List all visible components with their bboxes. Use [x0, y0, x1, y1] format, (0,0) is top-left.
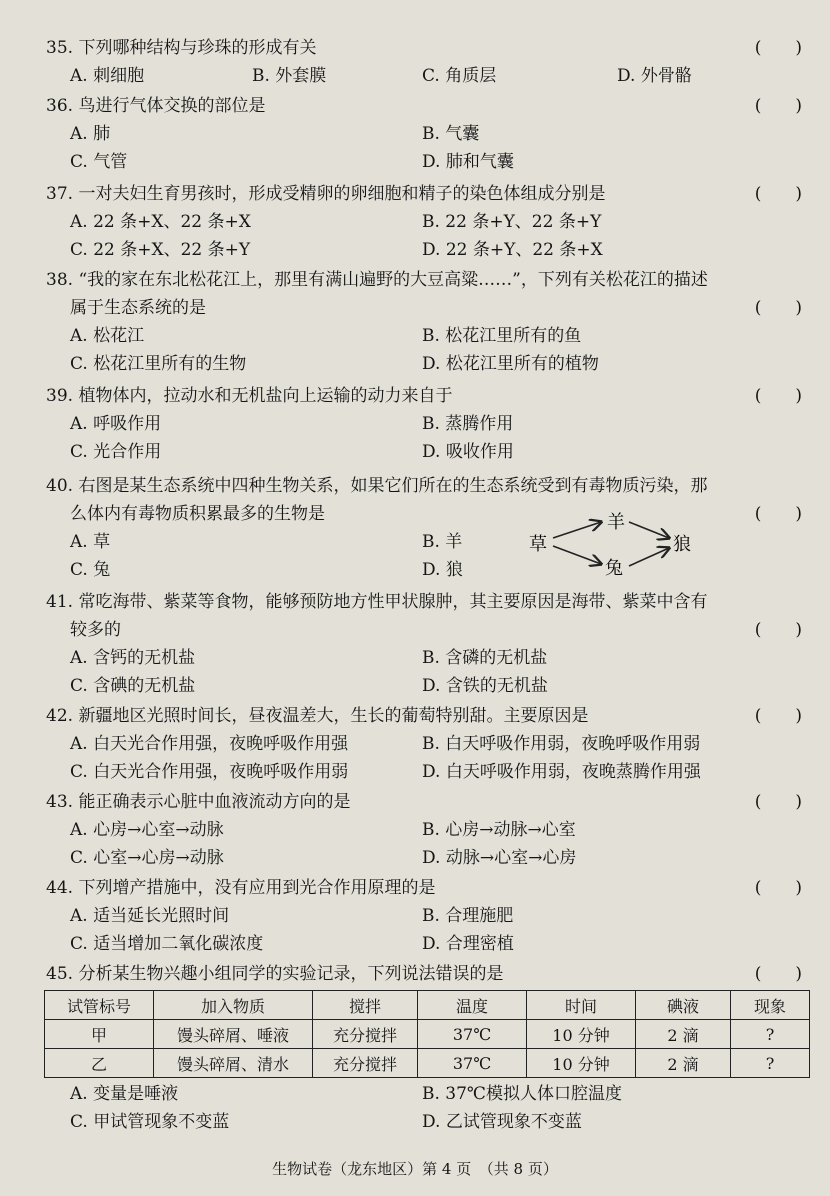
table-row [45, 1049, 810, 1078]
question-stem: 35. 下列哪种结构与珍珠的形成有关 [46, 38, 317, 58]
table-cell: 10 分钟 [527, 1049, 636, 1078]
option-b: B. 含磷的无机盐 [422, 648, 548, 668]
question-36 [46, 92, 802, 176]
answer-paren: ( ) [754, 504, 802, 524]
question-stem: 40. 右图是某生态系统中四种生物关系，如果它们所在的生态系统受到有毒物质污染，那 [46, 476, 708, 496]
arrow-grass-sheep [553, 522, 601, 538]
table-cell: 10 分钟 [527, 1020, 636, 1049]
option-a: A. 肺 [70, 124, 111, 144]
table-cell: 2 滴 [636, 1020, 731, 1049]
question-stem-continued: 较多的 [70, 620, 121, 640]
option-c: C. 气管 [70, 152, 128, 172]
table-header-cell: 搅拌 [313, 991, 418, 1020]
arrow-grass-rabbit [553, 546, 601, 564]
option-a: A. 含钙的无机盐 [70, 648, 196, 668]
option-c: C. 松花江里所有的生物 [70, 354, 247, 374]
answer-paren: ( ) [754, 620, 802, 640]
option-d: D. 含铁的无机盐 [422, 676, 548, 696]
option-a: A. 松花江 [70, 326, 145, 346]
question-44 [46, 874, 802, 958]
question-stem: 41. 常吃海带、紫菜等食物，能够预防地方性甲状腺肿，其主要原因是海带、紫菜中含有 [46, 592, 708, 612]
table-cell: 馒头碎屑、唾液 [154, 1020, 313, 1049]
option-a: A. 呼吸作用 [70, 414, 162, 434]
option-d: D. 吸收作用 [422, 442, 514, 462]
table-header-cell: 温度 [418, 991, 527, 1020]
table-header-row [45, 991, 810, 1020]
option-b: B. 气囊 [422, 124, 480, 144]
option-c: C. 心室→心房→动脉 [70, 848, 224, 868]
table-cell: 37℃ [418, 1049, 527, 1078]
question-45 [46, 960, 802, 988]
question-39 [46, 382, 802, 466]
table-cell: 甲 [45, 1020, 154, 1049]
question-stem-continued: 么体内有毒物质积累最多的生物是 [70, 504, 325, 524]
question-37 [46, 180, 802, 264]
answer-paren: ( ) [754, 706, 802, 726]
page-footer: 生物试卷（龙东地区）第 4 页 （共 8 页） [272, 1160, 558, 1178]
question-stem: 42. 新疆地区光照时间长，昼夜温差大，生长的葡萄特别甜。主要原因是 [46, 706, 589, 726]
answer-paren: ( ) [754, 96, 802, 116]
answer-paren: ( ) [754, 184, 802, 204]
question-stem: 38. “我的家在东北松花江上，那里有满山遍野的大豆高粱……”，下列有关松花江的描述 [46, 270, 708, 290]
table-cell: 乙 [45, 1049, 154, 1078]
option-a: A. 22 条+X、22 条+X [70, 212, 251, 232]
answer-paren: ( ) [754, 878, 802, 898]
food-web-diagram [525, 508, 705, 584]
option-d: D. 动脉→心室→心房 [422, 848, 577, 868]
option-d: D. 白天呼吸作用弱，夜晚蒸腾作用强 [422, 762, 701, 782]
option-b: B. 22 条+Y、22 条+Y [422, 212, 602, 232]
option-d: D. 松花江里所有的植物 [422, 354, 599, 374]
option-a: A. 变量是唾液 [70, 1084, 179, 1104]
food-web-wolf: 狼 [673, 534, 691, 555]
option-a: A. 适当延长光照时间 [70, 906, 230, 926]
answer-paren: ( ) [754, 386, 802, 406]
option-c: C. 甲试管现象不变蓝 [70, 1112, 230, 1132]
food-web-rabbit: 兔 [605, 558, 623, 579]
option-d: D. 22 条+Y、22 条+X [422, 240, 603, 260]
question-stem: 39. 植物体内，拉动水和无机盐向上运输的动力来自于 [46, 386, 453, 406]
table-cell: ? [731, 1049, 810, 1078]
option-d: D. 肺和气囊 [422, 152, 514, 172]
option-a: A. 心房→心室→动脉 [70, 820, 224, 840]
answer-paren: ( ) [754, 38, 802, 58]
question-45-options [46, 1080, 802, 1136]
question-43 [46, 788, 802, 872]
experiment-table [44, 990, 810, 1078]
table-cell: 37℃ [418, 1020, 527, 1049]
question-42 [46, 702, 802, 786]
option-b: B. 蒸腾作用 [422, 414, 514, 434]
option-b: B. 羊 [422, 532, 463, 552]
question-38 [46, 266, 802, 378]
table-header-cell: 加入物质 [154, 991, 313, 1020]
option-d: D. 乙试管现象不变蓝 [422, 1112, 582, 1132]
option-b: B. 心房→动脉→心室 [422, 820, 576, 840]
option-c: C. 兔 [70, 560, 111, 580]
question-stem: 45. 分析某生物兴趣小组同学的实验记录，下列说法错误的是 [46, 964, 504, 984]
option-c: C. 白天光合作用强，夜晚呼吸作用弱 [70, 762, 349, 782]
table-cell: 2 滴 [636, 1049, 731, 1078]
option-c: C. 光合作用 [70, 442, 162, 462]
option-b: B. 白天呼吸作用弱，夜晚呼吸作用弱 [422, 734, 701, 754]
option-c: C. 角质层 [422, 66, 497, 86]
option-a: A. 刺细胞 [70, 66, 145, 86]
question-stem: 37. 一对夫妇生育男孩时，形成受精卵的卵细胞和精子的染色体组成分别是 [46, 184, 606, 204]
option-b: B. 合理施肥 [422, 906, 514, 926]
option-b: B. 外套膜 [252, 66, 327, 86]
option-c: C. 22 条+X、22 条+Y [70, 240, 251, 260]
food-web-sheep: 羊 [607, 512, 625, 533]
option-a: A. 白天光合作用强，夜晚呼吸作用强 [70, 734, 349, 754]
option-d: D. 狼 [422, 560, 463, 580]
option-c: C. 适当增加二氧化碳浓度 [70, 934, 264, 954]
table-header-cell: 碘液 [636, 991, 731, 1020]
table-cell: ? [731, 1020, 810, 1049]
table-header-cell: 时间 [527, 991, 636, 1020]
option-b: B. 37℃模拟人体口腔温度 [422, 1084, 622, 1104]
option-d: D. 外骨骼 [617, 66, 692, 86]
answer-paren: ( ) [754, 298, 802, 318]
table-row [45, 1020, 810, 1049]
answer-paren: ( ) [754, 792, 802, 812]
question-stem-continued: 属于生态系统的是 [70, 298, 206, 318]
option-c: C. 含碘的无机盐 [70, 676, 196, 696]
arrow-rabbit-wolf [629, 548, 669, 566]
food-web-grass: 草 [529, 534, 547, 555]
option-b: B. 松花江里所有的鱼 [422, 326, 582, 346]
arrow-sheep-wolf [629, 522, 669, 538]
question-stem: 44. 下列增产措施中，没有应用到光合作用原理的是 [46, 878, 436, 898]
question-35 [46, 34, 802, 90]
option-a: A. 草 [70, 532, 111, 552]
table-cell: 充分搅拌 [313, 1049, 418, 1078]
table-header-cell: 试管标号 [45, 991, 154, 1020]
option-d: D. 合理密植 [422, 934, 514, 954]
question-stem: 36. 鸟进行气体交换的部位是 [46, 96, 266, 116]
table-header-cell: 现象 [731, 991, 810, 1020]
question-stem: 43. 能正确表示心脏中血液流动方向的是 [46, 792, 351, 812]
table-cell: 充分搅拌 [313, 1020, 418, 1049]
question-41 [46, 588, 802, 700]
answer-paren: ( ) [754, 964, 802, 984]
table-cell: 馒头碎屑、清水 [154, 1049, 313, 1078]
